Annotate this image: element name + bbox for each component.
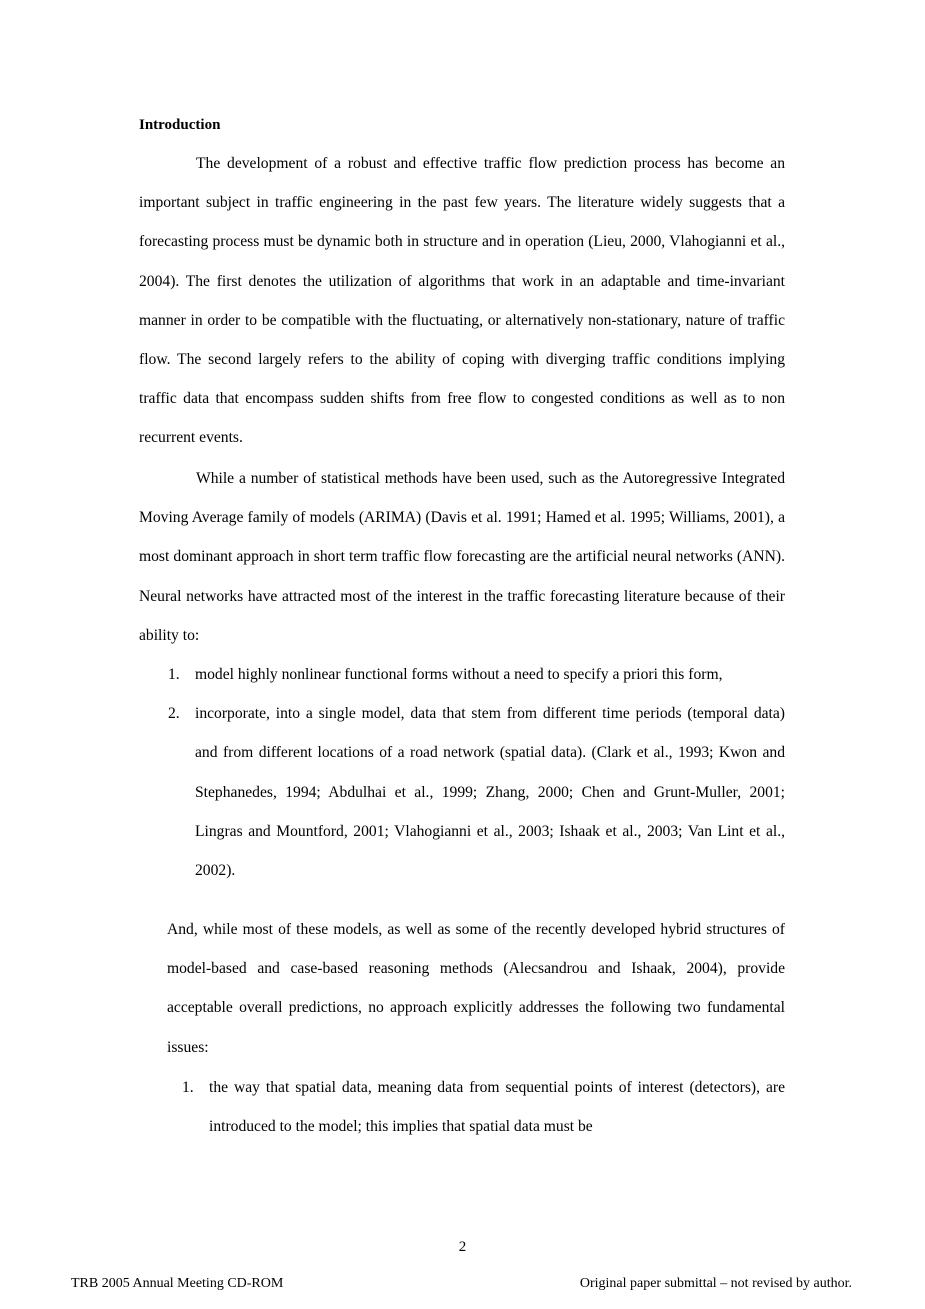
paragraph-1: The development of a robust and effective traffic flow prediction process has become an important subject in traffic engineering in the past few years. The literature widely suggests that a forecasting process must be dynamic both in structure and in operation (Lieu, 2000, Vlahogianni et al., 2004). The first denotes the utilization of algorithms that work in an adaptable and time-invariant manner in order to be compatible with the fluctuating, or alternatively non-stationary, nature of traffic flow. The second largely refers to the ability of coping with diverging traffic conditions implying traffic data that encompass sudden shifts from free flow to congested conditions as well as to non recurrent events. [139, 155, 785, 447]
footer-conference: TRB 2005 Annual Meeting CD-ROM [71, 1276, 284, 1291]
list-item-number: 2. [168, 705, 180, 723]
list-item [168, 655, 785, 694]
list-item-text: incorporate, into a single model, data that stem from different time periods (temporal data) and from different locations of a road network (spatial data). (Clark et al., 1993; Kwon and Stephanedes, 1994; Abdulhai et al., 1999; Zhang, 2000; Chen and Grunt-Muller, 2001; Lingras and Mountford, 2001; Vlahogianni et al., 2003; Ishaak et al., 2003; Van Lint et al., 2002). [195, 705, 785, 880]
list-item-number: 1. [182, 1079, 194, 1096]
list-item-number: 1. [168, 666, 180, 683]
list-item-text: model highly nonlinear functional forms without a need to specify a priori this form, [195, 666, 723, 683]
paragraph-3: And, while most of these models, as well as some of the recently developed hybrid structures of model-based and case-based reasoning methods (Alecsandrou and Ishaak, 2004), provide acceptable overall predictions, no approach explicitly addresses the following two fundamental issues: [167, 921, 785, 1056]
ann-abilities-list [168, 655, 785, 890]
section-heading: Introduction [139, 117, 221, 133]
list-item [182, 1068, 785, 1146]
page-number: 2 [458, 1239, 467, 1255]
list-item [168, 694, 785, 890]
footer-note: Original paper submittal – not revised by author. [579, 1276, 852, 1291]
paragraph-2: While a number of statistical methods have been used, such as the Autoregressive Integrated Moving Average family of models (ARIMA) (Davis et al. 1991; Hamed et al. 1995; Williams, 2001), a most dominant approach in short term traffic flow forecasting are the artificial neural networks (ANN). Neural networks have attracted most of the interest in the traffic forecasting literature because of their ability to: [139, 470, 785, 644]
list-item-text: the way that spatial data, meaning data from sequential points of interest (detectors), are introduced to the model; this implies that spatial data must be [209, 1079, 785, 1136]
fundamental-issues-list [182, 1068, 785, 1146]
